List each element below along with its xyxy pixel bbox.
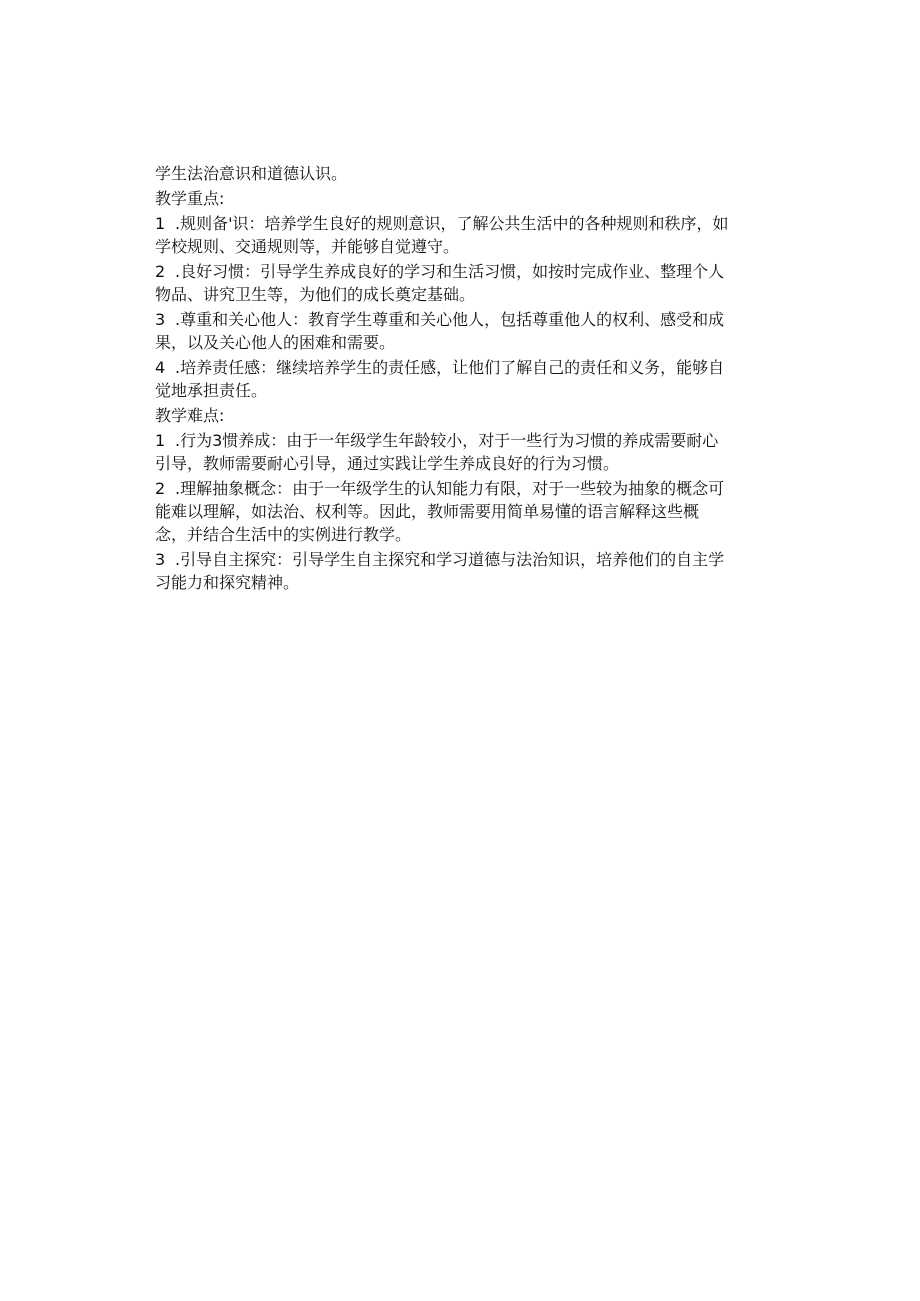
difficult-point-item <box>155 429 767 475</box>
key-point-item <box>155 260 767 306</box>
item-number: 4 <box>155 358 166 377</box>
item-number: 2 <box>155 479 166 498</box>
difficult-point-item <box>155 477 767 546</box>
item-number: 1 <box>155 431 166 450</box>
item-text-line: 觉地承担责任。 <box>155 381 268 400</box>
item-text-line: .良好习惯：引导学生养成良好的学习和生活习惯，如按时完成作业、整理个人 <box>175 262 725 281</box>
item-text-line: .规则备'识：培养学生良好的规则意识，了解公共生活中的各种规则和秩序，如 <box>175 214 729 233</box>
item-text-line: 引导，教师需要耐心引导，通过实践让学生养成良好的行为习惯。 <box>155 454 620 473</box>
key-point-item <box>155 308 767 354</box>
item-text-line: 果，以及关心他人的困难和需要。 <box>155 333 396 352</box>
difficult-point-item <box>155 548 767 594</box>
key-point-item <box>155 356 767 402</box>
item-text-line: .引导自主探究：引导学生自主探究和学习道德与法治知识，培养他们的自主学 <box>175 550 725 569</box>
item-text-line: .理解抽象概念：由于一年级学生的认知能力有限，对于一些较为抽象的概念可 <box>175 479 725 498</box>
item-text-line: .培养责任感：继续培养学生的责任感，让他们了解自己的责任和义务，能够自 <box>175 358 725 377</box>
item-number: 3 <box>155 550 166 569</box>
item-text-line: .尊重和关心他人：教育学生尊重和关心他人，包括尊重他人的权利、感受和成 <box>175 310 725 329</box>
item-number: 3 <box>155 310 166 329</box>
document-body <box>155 162 767 594</box>
intro-line: 学生法治意识和道德认识。 <box>155 164 348 183</box>
difficult-points-heading: 教学难点: <box>155 406 225 425</box>
item-text-line: .行为3惯养成：由于一年级学生年龄较小，对于一些行为习惯的养成需要耐心 <box>175 431 719 450</box>
key-points-heading: 教学重点: <box>155 189 225 208</box>
item-number: 2 <box>155 262 166 281</box>
item-text-line: 学校规则、交通规则等，并能够自觉遵守。 <box>155 237 460 256</box>
key-point-item <box>155 212 767 258</box>
item-number: 1 <box>155 214 166 233</box>
item-text-line: 习能力和探究精神。 <box>155 573 300 592</box>
item-text-line: 物品、讲究卫生等，为他们的成长奠定基础。 <box>155 285 476 304</box>
item-text-line: 能难以理解，如法治、权利等。因此，教师需要用简单易懂的语言解释这些概 <box>155 502 700 521</box>
item-text-line: 念，并结合生活中的实例进行教学。 <box>155 525 412 544</box>
